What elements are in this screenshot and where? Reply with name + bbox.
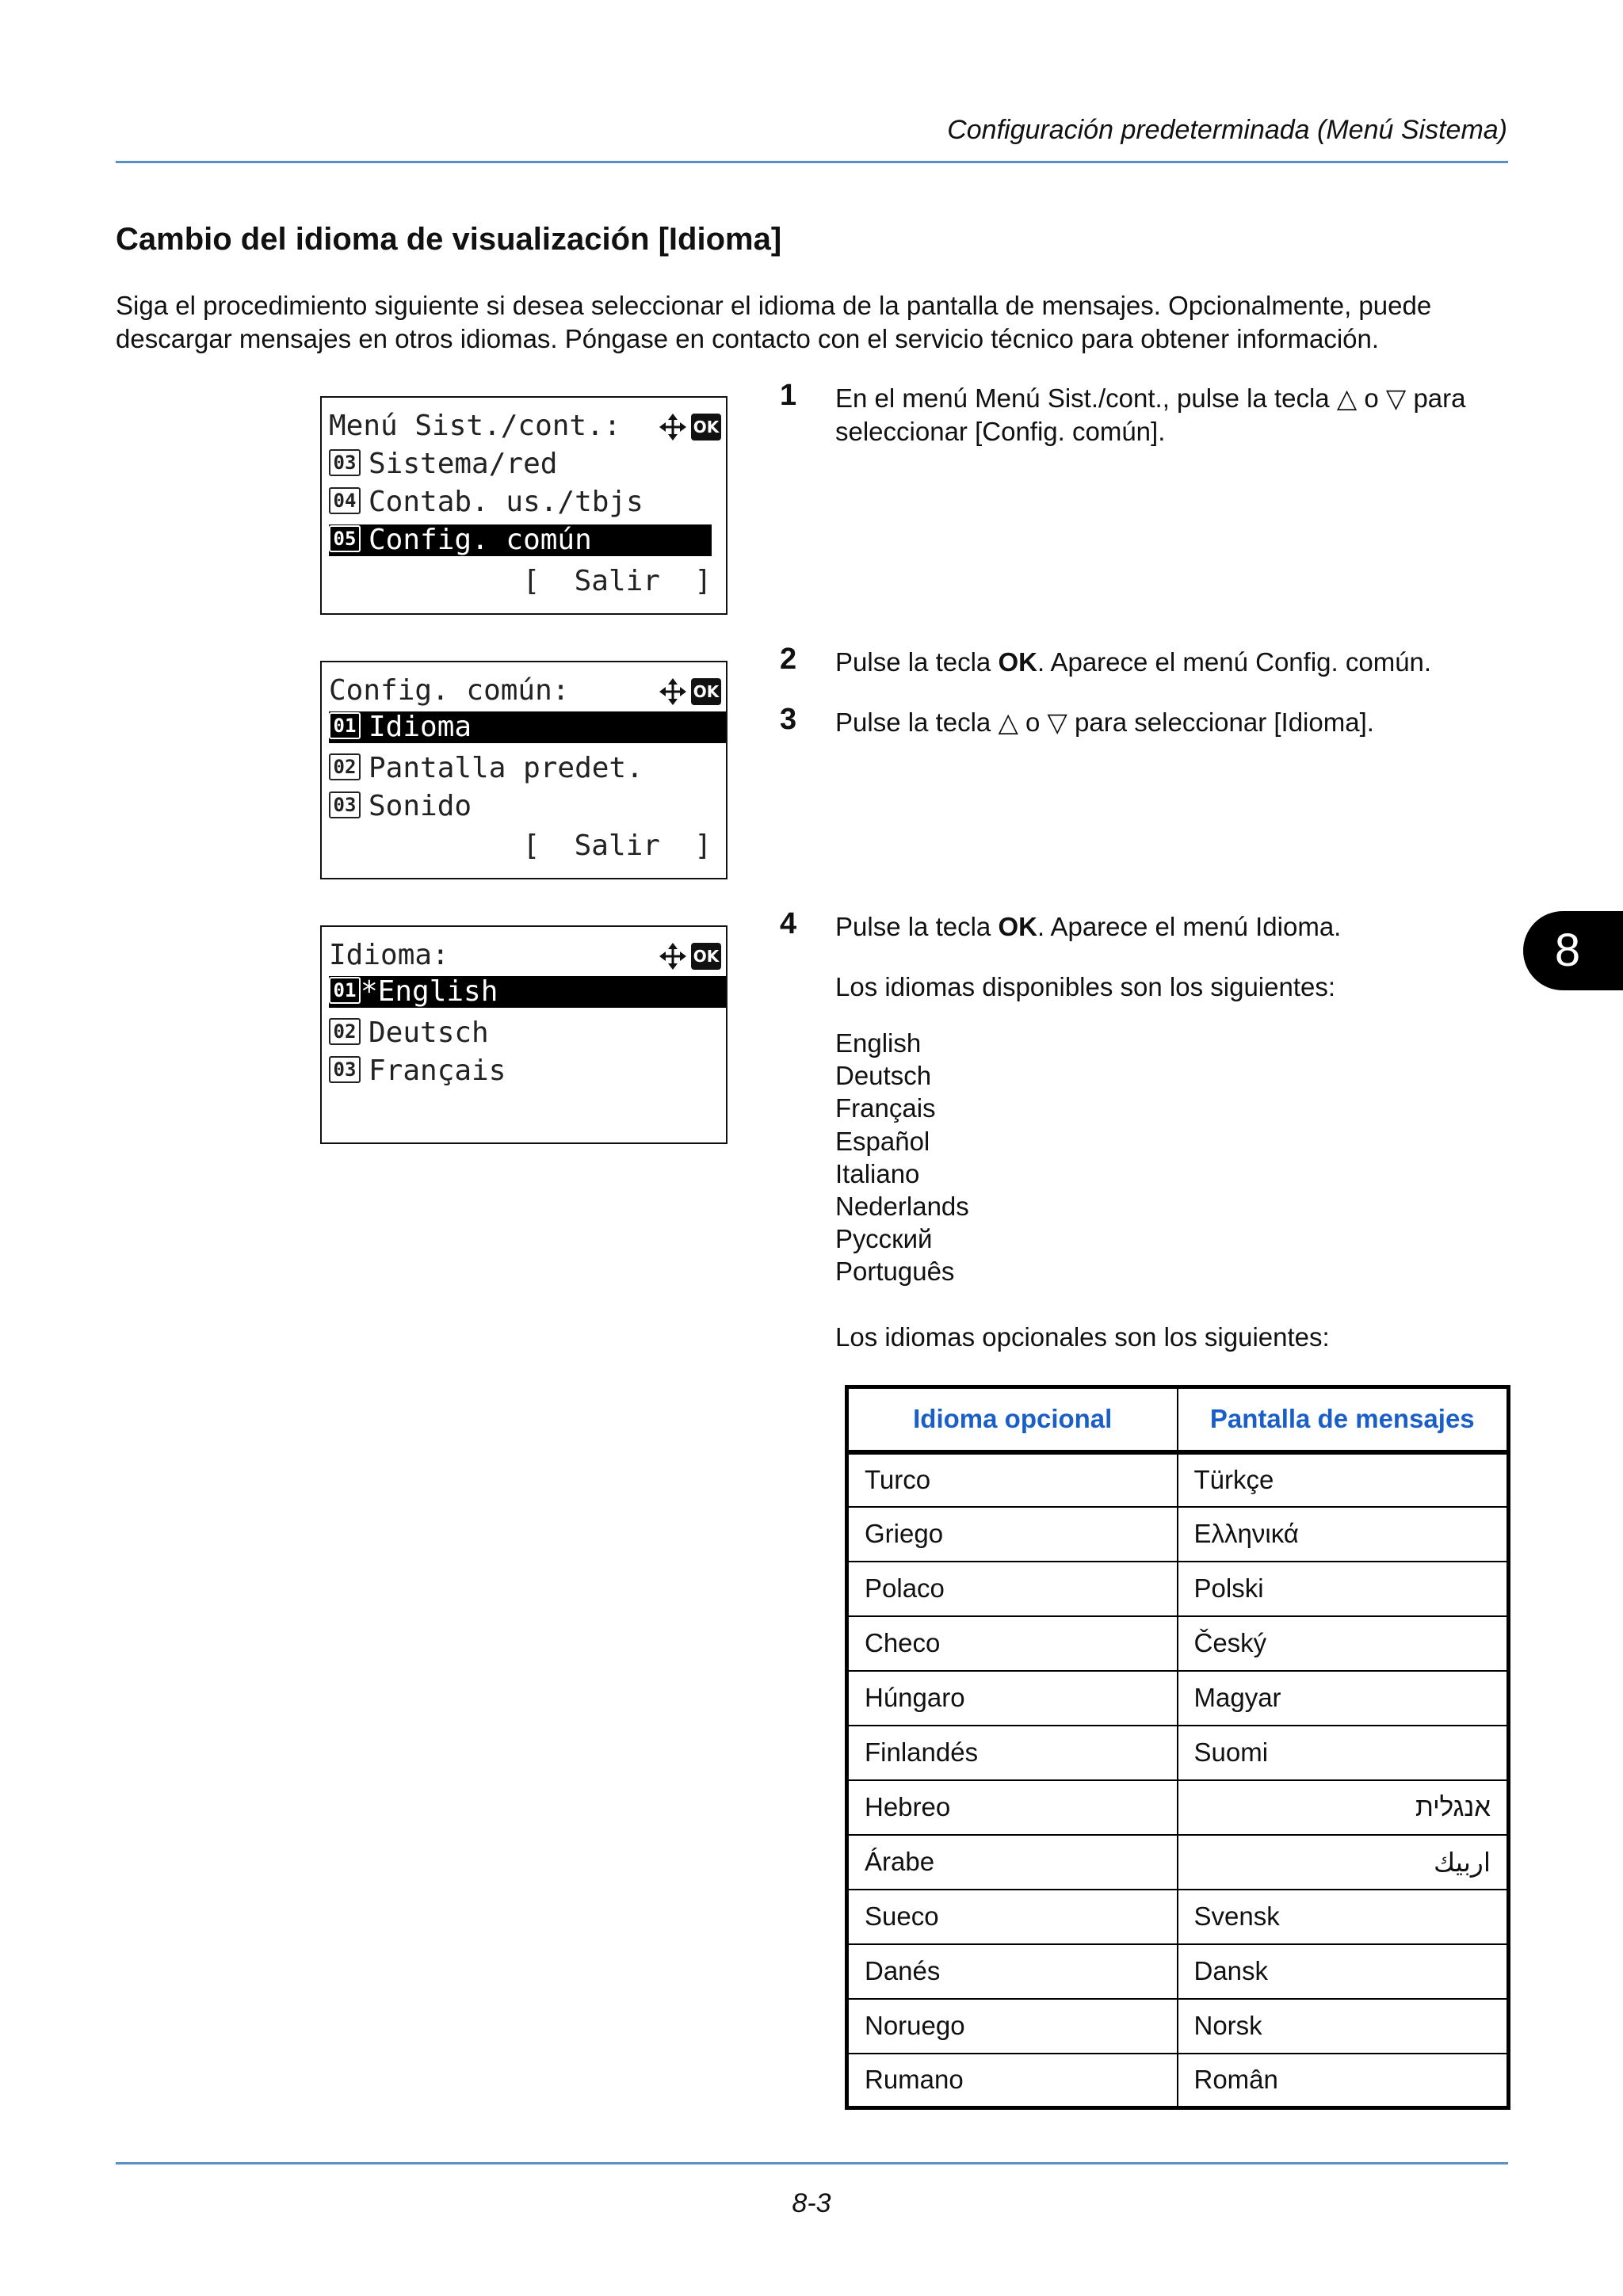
item-number-badge: 01 xyxy=(329,977,361,1004)
language-item: Português xyxy=(835,1257,955,1287)
available-languages-label: Los idiomas disponibles son los siguientes: xyxy=(835,972,1336,1001)
table-cell: Árabe xyxy=(847,1835,1178,1890)
lcd-screen-system-menu xyxy=(320,396,727,615)
table-row xyxy=(847,1890,1509,1944)
ok-key-icon: OK xyxy=(691,414,721,441)
intro-paragraph: Siga el procedimiento siguiente si desea seleccionar el idioma de la pantalla de mensajes. Opcionalmente, puede descargar mensajes en otros idiomas. Póngase en contacto con el servicio técnico para obtener información. xyxy=(116,291,1432,353)
lcd-menu-item xyxy=(329,1017,726,1049)
table-cell: Dansk xyxy=(1178,1944,1509,1999)
table-cell: Polski xyxy=(1178,1562,1509,1616)
lcd-menu-item-selected xyxy=(329,976,726,1008)
table-row xyxy=(847,2054,1509,2108)
lcd-menu-item-selected xyxy=(329,524,712,556)
footer-rule xyxy=(116,2162,1508,2164)
lcd-menu-item-selected xyxy=(329,711,726,743)
lcd-menu-item xyxy=(329,753,726,784)
item-number-badge: 02 xyxy=(329,1018,361,1045)
table-row xyxy=(847,1780,1509,1835)
lcd-item-label: Config. común xyxy=(369,524,592,556)
column-header: Idioma opcional xyxy=(847,1387,1178,1452)
lcd-item-label: Contab. us./tbjs xyxy=(369,486,643,518)
item-number-badge: 03 xyxy=(329,1056,361,1083)
section-title: Cambio del idioma de visualización [Idioma] xyxy=(116,222,782,257)
table-cell: אנגלית xyxy=(1178,1780,1509,1835)
lcd-menu-item xyxy=(329,486,726,518)
table-cell: Danés xyxy=(847,1944,1178,1999)
table-row xyxy=(847,1507,1509,1562)
language-item: Русский xyxy=(835,1224,933,1254)
table-cell: Român xyxy=(1178,2054,1509,2108)
table-cell: Griego xyxy=(847,1507,1178,1562)
four-way-arrow-icon xyxy=(658,412,688,442)
step-text-part: . Aparece el menú Idioma. xyxy=(1037,912,1342,941)
ok-key-icon: OK xyxy=(691,678,721,705)
lcd-title: Config. común: xyxy=(329,674,570,707)
lcd-title: Menú Sist./cont.: xyxy=(329,410,621,442)
table-cell: Sueco xyxy=(847,1890,1178,1944)
step-text: Pulse la tecla △ o ▽ para seleccionar [Idioma]. xyxy=(835,707,1374,737)
lcd-nav-indicator xyxy=(658,677,721,707)
chapter-tab: 8 xyxy=(1523,911,1623,990)
table-row xyxy=(847,1999,1509,2054)
language-item: Deutsch xyxy=(835,1061,932,1091)
running-header: Configuración predeterminada (Menú Sistema) xyxy=(947,115,1507,145)
item-number-badge: 03 xyxy=(329,791,361,818)
table-header-row xyxy=(847,1387,1509,1452)
lcd-item-label: Sonido xyxy=(369,790,472,822)
four-way-arrow-icon xyxy=(658,677,688,707)
table-row xyxy=(847,1726,1509,1780)
lcd-item-label: Sistema/red xyxy=(369,448,558,480)
table-cell: Svensk xyxy=(1178,1890,1509,1944)
step-text xyxy=(835,910,1517,944)
table-cell: Húngaro xyxy=(847,1671,1178,1726)
step-number: 3 xyxy=(780,703,797,736)
lcd-nav-indicator xyxy=(658,412,721,442)
lcd-item-label: Pantalla predet. xyxy=(369,752,643,784)
step-text xyxy=(835,646,1517,679)
item-number-badge: 04 xyxy=(329,487,361,514)
table-cell: اربيك xyxy=(1178,1835,1509,1890)
table-cell: Polaco xyxy=(847,1562,1178,1616)
lcd-item-label: Français xyxy=(369,1055,506,1087)
language-item: Français xyxy=(835,1093,936,1123)
language-item: Italiano xyxy=(835,1158,920,1188)
step-text-part: Pulse la tecla xyxy=(835,647,999,677)
item-number-badge: 03 xyxy=(329,449,361,476)
lcd-item-label: Deutsch xyxy=(369,1016,489,1049)
column-header: Pantalla de mensajes xyxy=(1178,1387,1509,1452)
table-cell: Checo xyxy=(847,1616,1178,1671)
ok-key-label: OK xyxy=(998,647,1037,677)
item-number-badge: 05 xyxy=(329,525,361,552)
lcd-exit-softkey: [ Salir ] xyxy=(522,830,712,862)
step-text-part: . Aparece el menú Config. común. xyxy=(1037,647,1432,677)
lcd-nav-indicator xyxy=(658,941,721,971)
step-number: 4 xyxy=(780,907,797,940)
lcd-item-label: Idioma xyxy=(369,711,472,743)
header-rule xyxy=(116,161,1508,163)
optional-languages-table xyxy=(845,1385,1510,2110)
step-text: En el menú Menú Sist./cont., pulse la tecla △ o ▽ para seleccionar [Config. común]. xyxy=(835,383,1466,446)
step-number: 1 xyxy=(780,379,797,412)
table-cell: Turco xyxy=(847,1452,1178,1507)
table-row xyxy=(847,1452,1509,1507)
lcd-item-label: *English xyxy=(361,975,498,1008)
lcd-screen-common-settings xyxy=(320,661,727,879)
step-number: 2 xyxy=(780,643,797,676)
lcd-menu-item xyxy=(329,791,726,822)
item-number-badge: 01 xyxy=(329,712,361,739)
four-way-arrow-icon xyxy=(658,941,688,971)
table-cell: Norsk xyxy=(1178,1999,1509,2054)
table-cell: Türkçe xyxy=(1178,1452,1509,1507)
table-row xyxy=(847,1944,1509,1999)
table-cell: Noruego xyxy=(847,1999,1178,2054)
lcd-menu-item xyxy=(329,448,726,480)
page-number: 8-3 xyxy=(792,2188,831,2218)
table-row xyxy=(847,1562,1509,1616)
table-row xyxy=(847,1616,1509,1671)
table-cell: Rumano xyxy=(847,2054,1178,2108)
table-cell: Český xyxy=(1178,1616,1509,1671)
table-row xyxy=(847,1835,1509,1890)
table-cell: Hebreo xyxy=(847,1780,1178,1835)
language-item: English xyxy=(835,1028,922,1058)
lcd-title: Idioma: xyxy=(329,939,449,971)
step-text-part: Pulse la tecla xyxy=(835,912,999,941)
language-item: Nederlands xyxy=(835,1191,969,1221)
language-item: Español xyxy=(835,1126,930,1156)
lcd-screen-language xyxy=(320,925,727,1144)
table-cell: Magyar xyxy=(1178,1671,1509,1726)
lcd-menu-item xyxy=(329,1055,726,1087)
table-cell: Finlandés xyxy=(847,1726,1178,1780)
table-cell: Suomi xyxy=(1178,1726,1509,1780)
ok-key-label: OK xyxy=(998,912,1037,941)
table-row xyxy=(847,1671,1509,1726)
ok-key-icon: OK xyxy=(691,943,721,970)
optional-languages-label: Los idiomas opcionales son los siguientes: xyxy=(835,1322,1330,1352)
table-cell: Ελληνικά xyxy=(1178,1507,1509,1562)
available-languages-list xyxy=(835,1027,969,1288)
item-number-badge: 02 xyxy=(329,753,361,780)
lcd-exit-softkey: [ Salir ] xyxy=(522,565,712,597)
